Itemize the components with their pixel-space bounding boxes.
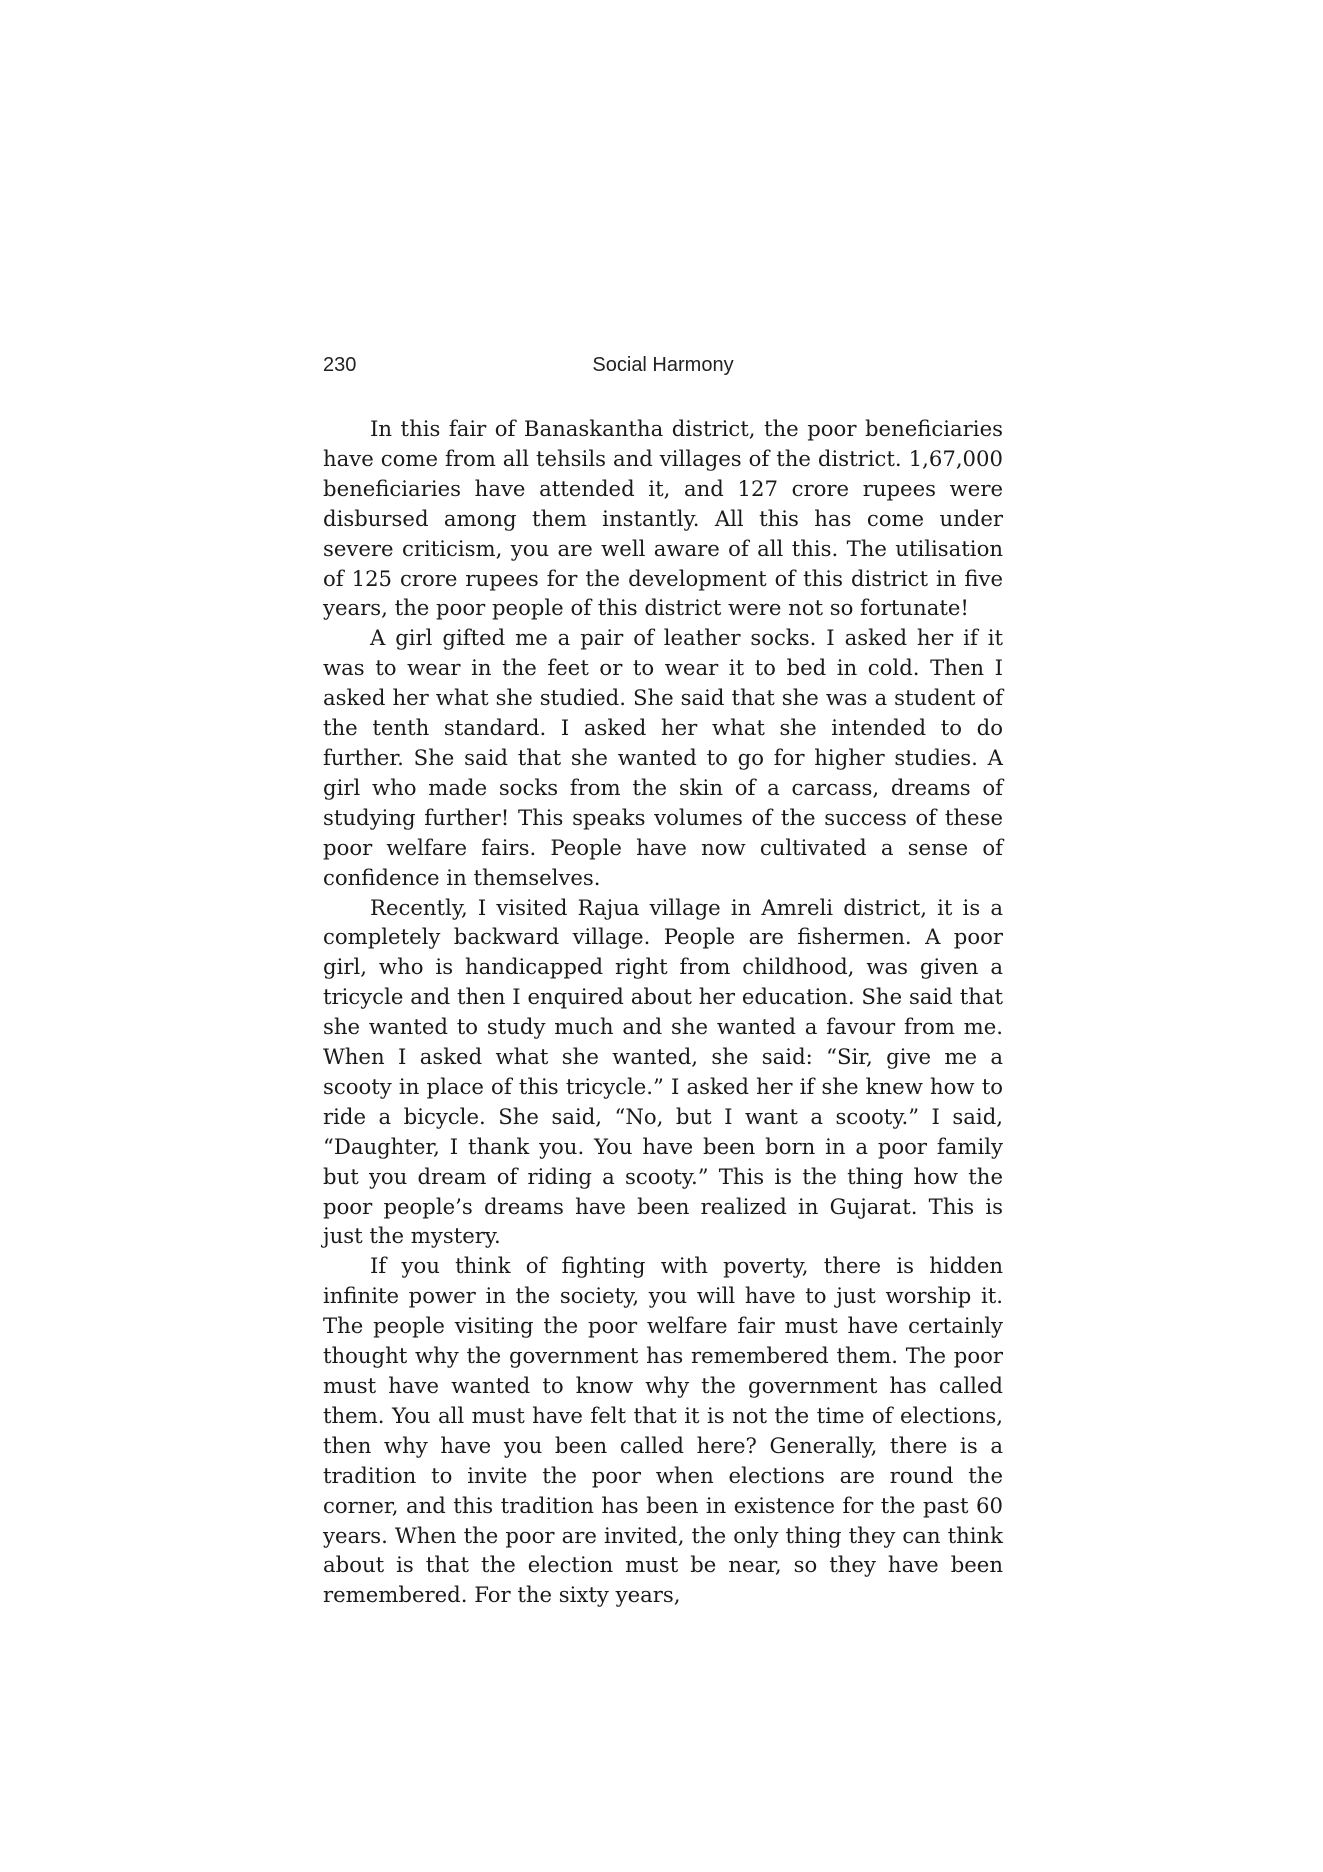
paragraph: A girl gifted me a pair of leather socks. I asked her if it was to wear in the feet or to wear it to bed in cold. Then I asked her what she studied. She said that she was a student of the tenth standard. I asked her what she intended to do further. She said that she wanted to go for higher studies. A girl who made socks from the skin of a carcass, dreams of studying further! This speaks volumes of the success of these poor welfare fairs. People have now cultivated a sense of confidence in themselves. xyxy=(323,625,1003,890)
paragraph: In this fair of Banaskantha district, the poor beneficiaries have come from all tehsils and villages of the district. 1,67,000 beneficiaries have attended it, and 127 crore rupees were disbursed among them instantly. All this has come under severe criticism, you are well aware of all this. The utilisation of 125 crore rupees for the development of this district in five years, the poor people of this district were not so fortunate! xyxy=(323,416,1003,621)
running-title: Social Harmony xyxy=(592,354,734,376)
page-header xyxy=(323,354,1003,384)
body-text xyxy=(323,414,1003,1610)
paragraph: If you think of fighting with poverty, there is hidden infinite power in the society, you will have to just worship it. The people visiting the poor welfare fair must have certainly thought why the government has remembered them. The poor must have wanted to know why the government has called them. You all must have felt that it is not the time of elections, then why have you been called here? Generally, there is a tradition to invite the poor when elections are round the corner, and this tradition has been in existence for the past 60 years. When the poor are invited, the only thing they can think about is that the election must be near, so they have been remembered. For the sixty years, xyxy=(323,1253,1003,1608)
page-number: 230 xyxy=(323,354,357,376)
paragraph: Recently, I visited Rajua village in Amreli district, it is a completely backward village. People are fishermen. A poor girl, who is handicapped right from childhood, was given a tricycle and then I enquired about her education. She said that she wanted to study much and she wanted a favour from me. When I asked what she wanted, she said: “Sir, give me a scooty in place of this tricycle.” I asked her if she knew how to ride a bicycle. She said, “No, but I want a scooty.” I said, “Daughter, I thank you. You have been born in a poor family but you dream of riding a scooty.” This is the thing how the poor people’s dreams have been realized in Gujarat. This is just the mystery. xyxy=(323,894,1003,1249)
